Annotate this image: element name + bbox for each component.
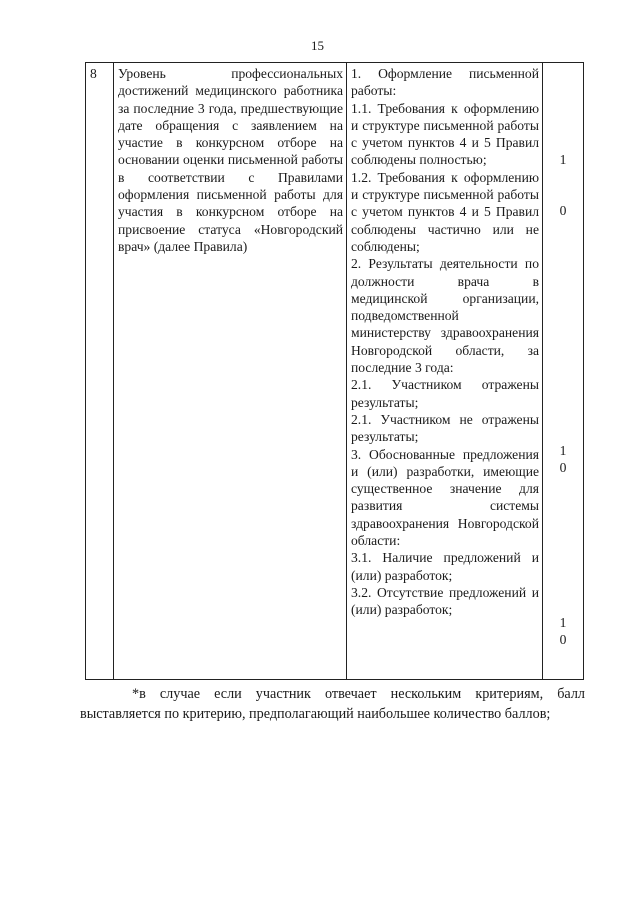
eval-line-3-1: 3.1. Наличие предложений и (или) разработок; [351,550,539,583]
criterion-cell [114,63,347,680]
score-2-2: 0 [559,460,567,475]
eval-line-2-1-reflected: 2.1. Участником отражены результаты; [351,377,539,410]
eval-line-3-2: 3.2. Отсутствие предложений и (или) разработок; [351,584,539,618]
criteria-table [85,62,584,680]
eval-line-2-1-not-reflected: 2.1. Участником не отражены результаты; [351,411,539,445]
eval-line-1: 1. Оформление письменной работы: [351,66,539,99]
row-number: 8 [86,63,114,680]
score-3-2: 0 [559,632,567,647]
criterion-text: Уровень профессиональных достижений медицинского работника за последние 3 года, предшествующие дате обращения с заявлением на участие в конкурсном отборе на основании оценки письменной работы в соответствии с Правилами оформления письменной работы для участия в конкурсном отборе на присвоение статуса «Новгородский врач» (далее Правила) [118,66,343,254]
score-1-1: 1 [559,152,567,167]
score-2-1: 1 [559,443,567,458]
eval-line-1-1: 1.1. Требования к оформлению и структуре письменной работы с учетом пунктов 4 и 5 Правил соблюдены полностью; [351,100,539,168]
footnote-line-2: выставляется по критерию, предполагающий наибольшее количество баллов; [80,706,551,722]
eval-line-2: 2. Результаты деятельности по должности врача в медицинской организации, подведомственной министерству здравоохранения Новгородской области, за последние 3 года: [351,256,539,376]
evaluation-cell [347,63,543,680]
scores-cell [543,63,584,680]
eval-line-3: 3. Обоснованные предложения и (или) разработки, имеющие существенное значение для развития системы здравоохранения Новгородской области: [351,446,539,549]
page-number: 15 [311,38,324,53]
footnote-line-1: *в случае если участник отвечает нескольким критериям, балл [132,686,585,702]
eval-line-1-2: 1.2. Требования к оформлению и структуре письменной работы с учетом пунктов 4 и 5 Правил соблюдены частично или не соблюдены; [351,169,539,254]
table-row [86,63,584,680]
footnote [80,684,585,724]
score-1-2: 0 [559,203,567,218]
score-3-1: 1 [559,615,567,630]
